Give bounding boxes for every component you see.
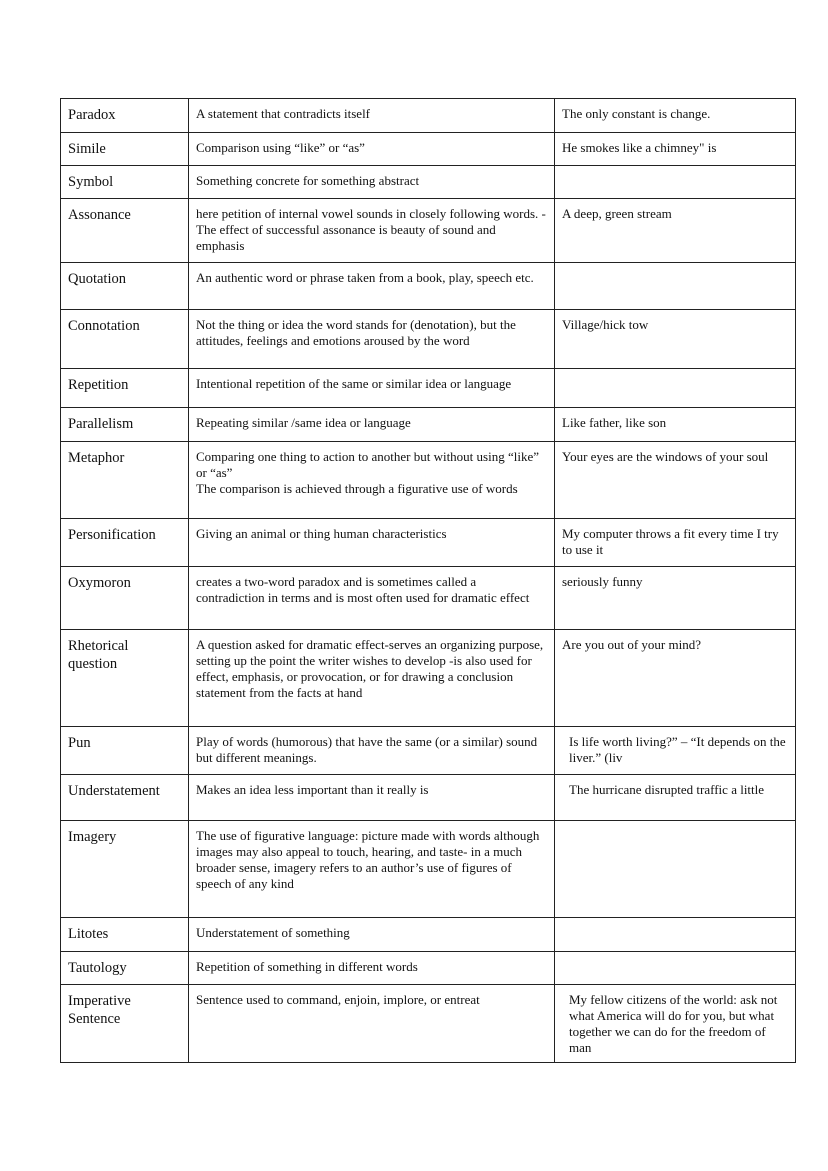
definition-cell: Understatement of something (189, 918, 555, 952)
definition-cell: The use of figurative language: picture made with words although images may also appeal to touch, hearing, and taste- in a much broader sense, imagery refers to an author’s use of figures of speech of any kind (189, 821, 555, 918)
table-row (61, 775, 796, 821)
example-cell (555, 263, 796, 310)
definition-cell: Sentence used to command, enjoin, implore, or entreat (189, 985, 555, 1063)
definition-cell: Something concrete for something abstract (189, 166, 555, 199)
example-cell: seriously funny (555, 567, 796, 630)
table-row (61, 918, 796, 952)
definition-cell: Comparison using “like” or “as” (189, 133, 555, 166)
definition-cell: An authentic word or phrase taken from a book, play, speech etc. (189, 263, 555, 310)
example-cell: A deep, green stream (555, 199, 796, 263)
definition-cell: Giving an animal or thing human characteristics (189, 519, 555, 567)
definition-cell: Comparing one thing to action to another but without using “like” or “as” The comparison is achieved through a figurative use of words (189, 442, 555, 519)
table-row (61, 985, 796, 1063)
example-cell: My fellow citizens of the world: ask not what America will do for you, but what together we can do for the freedom of man (555, 985, 796, 1063)
definition-cell: Makes an idea less important than it really is (189, 775, 555, 821)
table-row (61, 519, 796, 567)
example-cell: The only constant is change. (555, 99, 796, 133)
term-cell: Oxymoron (61, 567, 189, 630)
table-row (61, 99, 796, 133)
table-row (61, 952, 796, 985)
table-row (61, 166, 796, 199)
term-cell: Litotes (61, 918, 189, 952)
term-cell: Metaphor (61, 442, 189, 519)
term-cell: Paradox (61, 99, 189, 133)
table-row (61, 369, 796, 408)
term-cell: Tautology (61, 952, 189, 985)
term-cell: Understatement (61, 775, 189, 821)
definition-cell: Play of words (humorous) that have the same (or a similar) sound but different meanings. (189, 727, 555, 775)
term-cell: Imagery (61, 821, 189, 918)
example-cell: Is life worth living?” – “It depends on the liver.” (liv (555, 727, 796, 775)
term-cell: Connotation (61, 310, 189, 369)
example-cell (555, 918, 796, 952)
table-row (61, 442, 796, 519)
term-cell: Assonance (61, 199, 189, 263)
definition-cell: Not the thing or idea the word stands for (denotation), but the attitudes, feelings and emotions aroused by the word (189, 310, 555, 369)
example-cell: Village/hick tow (555, 310, 796, 369)
term-cell: Parallelism (61, 408, 189, 442)
table-row (61, 310, 796, 369)
definition-cell: A question asked for dramatic effect-serves an organizing purpose, setting up the point the writer wishes to develop -is also used for effect, emphasis, or provocation, or for drawing a conclusion statement from the facts at hand (189, 630, 555, 727)
table-row (61, 821, 796, 918)
definition-cell: Intentional repetition of the same or similar idea or language (189, 369, 555, 408)
table-row (61, 630, 796, 727)
term-cell: Imperative Sentence (61, 985, 189, 1063)
example-cell: Are you out of your mind? (555, 630, 796, 727)
table-row (61, 263, 796, 310)
example-cell: Your eyes are the windows of your soul (555, 442, 796, 519)
term-cell: Personification (61, 519, 189, 567)
table-row (61, 133, 796, 166)
table-row (61, 567, 796, 630)
definition-cell: Repeating similar /same idea or language (189, 408, 555, 442)
table-row (61, 727, 796, 775)
definition-cell: creates a two-word paradox and is sometimes called a contradiction in terms and is most often used for dramatic effect (189, 567, 555, 630)
example-cell: He smokes like a chimney" is (555, 133, 796, 166)
term-cell: Pun (61, 727, 189, 775)
example-cell: Like father, like son (555, 408, 796, 442)
example-cell: My computer throws a fit every time I try to use it (555, 519, 796, 567)
term-cell: Quotation (61, 263, 189, 310)
term-cell: Simile (61, 133, 189, 166)
example-cell (555, 821, 796, 918)
definition-cell: Repetition of something in different words (189, 952, 555, 985)
example-cell (555, 369, 796, 408)
definition-cell: A statement that contradicts itself (189, 99, 555, 133)
term-cell: Repetition (61, 369, 189, 408)
definition-cell: here petition of internal vowel sounds in closely following words. -The effect of successful assonance is beauty of sound and emphasis (189, 199, 555, 263)
example-cell (555, 166, 796, 199)
table-row (61, 199, 796, 263)
literary-devices-table (60, 98, 796, 1063)
table-row (61, 408, 796, 442)
term-cell: Symbol (61, 166, 189, 199)
term-cell: Rhetorical question (61, 630, 189, 727)
example-cell: The hurricane disrupted traffic a little (555, 775, 796, 821)
example-cell (555, 952, 796, 985)
